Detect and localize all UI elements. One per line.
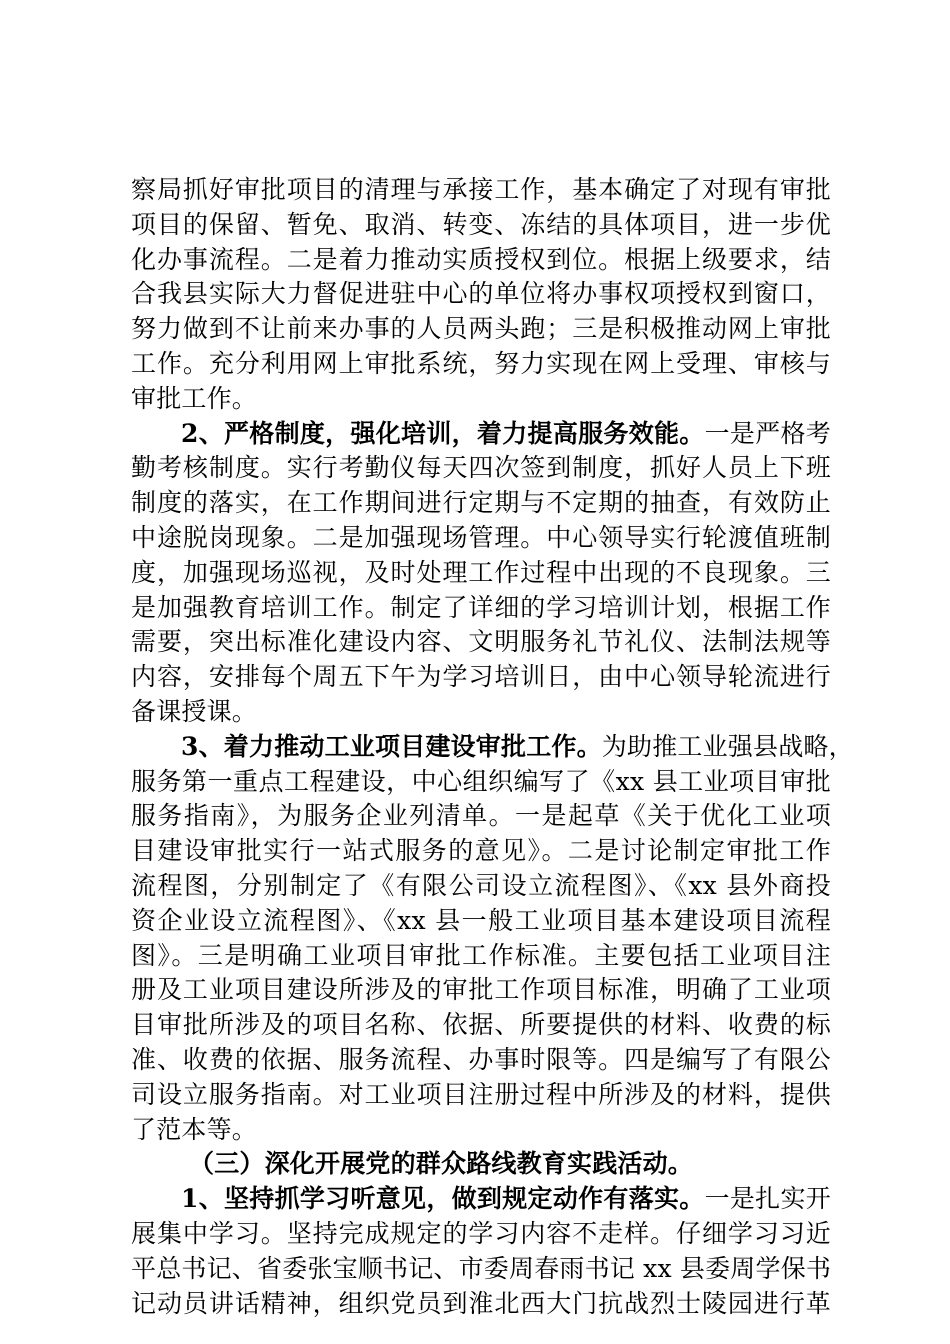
text-line: 努力做到不让前来办事的人员两头跑；三是积极推动网上审批 — [131, 314, 831, 344]
text-line: 流程图，分别制定了《有限公司设立流程图》、《xx 县外商投 — [131, 870, 831, 900]
text-line: 内容，安排每个周五下午为学习培训日，由中心领导轮流进行 — [131, 662, 831, 692]
text-line: 平总书记、省委张宝顺书记、市委周春雨书记 xx 县委周学保书 — [131, 1253, 832, 1283]
text-line: 司设立服务指南。对工业项目注册过程中所涉及的材料，提供 — [131, 1079, 831, 1109]
text-line: 审批工作。 — [131, 383, 258, 413]
text-line — [131, 730, 854, 765]
text-line: 了范本等。 — [131, 1114, 258, 1144]
paragraph-approval-cleanup — [131, 173, 831, 417]
text-line: 图》。三是明确工业项目审批工作标准。主要包括工业项目注 — [131, 940, 831, 970]
text-line: 服务第一重点工程建设，中心组织编写了《xx 县工业项目审批 — [131, 766, 831, 796]
text-line — [131, 1182, 831, 1217]
section-lead: 1、坚持抓学习听意见，做到规定动作有落实。 — [181, 1184, 705, 1214]
text-line: 准、收费的依据、服务流程、办事时限等。四是编写了有限公 — [131, 1044, 831, 1074]
paragraph-study-opinions — [131, 1182, 831, 1321]
paragraph-strict-system — [131, 417, 831, 730]
text-line: 察局抓好审批项目的清理与承接工作，基本确定了对现有审批 — [131, 175, 831, 204]
text-line: 合我县实际大力督促进驻中心的单位将办事权项授权到窗口， — [131, 279, 831, 309]
text-line: 工作。充分利用网上审批系统，努力实现在网上受理、审核与 — [131, 348, 831, 378]
text-line: 化办事流程。二是着力推动实质授权到位。根据上级要求，结 — [131, 244, 831, 274]
text-line: 勤考核制度。实行考勤仪每天四次签到制度，抓好人员上下班 — [131, 453, 831, 483]
paragraph-industrial-projects — [131, 730, 854, 1148]
text-line: 备课授课。 — [131, 696, 258, 726]
text-line: 展集中学习。坚持完成规定的学习内容不走样。仔细学习习近 — [131, 1218, 831, 1248]
lead-continuation: 一是严格考 — [704, 418, 831, 448]
text-line: 目建设审批实行一站式服务的意见》。二是讨论制定审批工作 — [131, 836, 831, 866]
text-line: 需要，突出标准化建设内容、文明服务礼节礼仪、法制法规等 — [131, 627, 831, 657]
lead-continuation: 一是扎实开 — [704, 1184, 831, 1214]
text-line: 是加强教育培训工作。制定了详细的学习培训计划，根据工作 — [131, 592, 831, 622]
section-heading: （三）深化开展党的群众路线教育实践活动。 — [189, 1149, 694, 1179]
text-line: 中途脱岗现象。二是加强现场管理。中心领导实行轮渡值班制 — [131, 522, 831, 552]
text-line: 制度的落实，在工作期间进行定期与不定期的抽查，有效防止 — [131, 488, 831, 518]
section-lead: 2、严格制度，强化培训，着力提高服务效能。 — [181, 418, 705, 448]
document-page — [131, 173, 854, 1321]
section-lead: 3、着力推动工业项目建设审批工作。 — [181, 731, 602, 761]
text-line: 服务指南》，为服务企业列清单。一是起草《关于优化工业项 — [131, 801, 831, 831]
text-line: 度，加强现场巡视，及时处理工作过程中出现的不良现象。三 — [131, 557, 831, 587]
text-line: 资企业设立流程图》、《xx 县一般工业项目基本建设项目流程 — [131, 905, 831, 935]
lead-continuation: 为助推工业强县战略， — [601, 731, 854, 761]
text-line: 项目的保留、暂免、取消、转变、冻结的具体项目，进一步优 — [131, 209, 831, 239]
text-line: 目审批所涉及的项目名称、依据、所要提供的材料、收费的标 — [131, 1010, 831, 1040]
text-line: 记动员讲话精神，组织党员到淮北西大门抗战烈士陵园进行革 — [131, 1288, 831, 1318]
text-line — [131, 417, 831, 452]
text-line: 册及工业项目建设所涉及的审批工作项目标准，明确了工业项 — [131, 975, 831, 1005]
